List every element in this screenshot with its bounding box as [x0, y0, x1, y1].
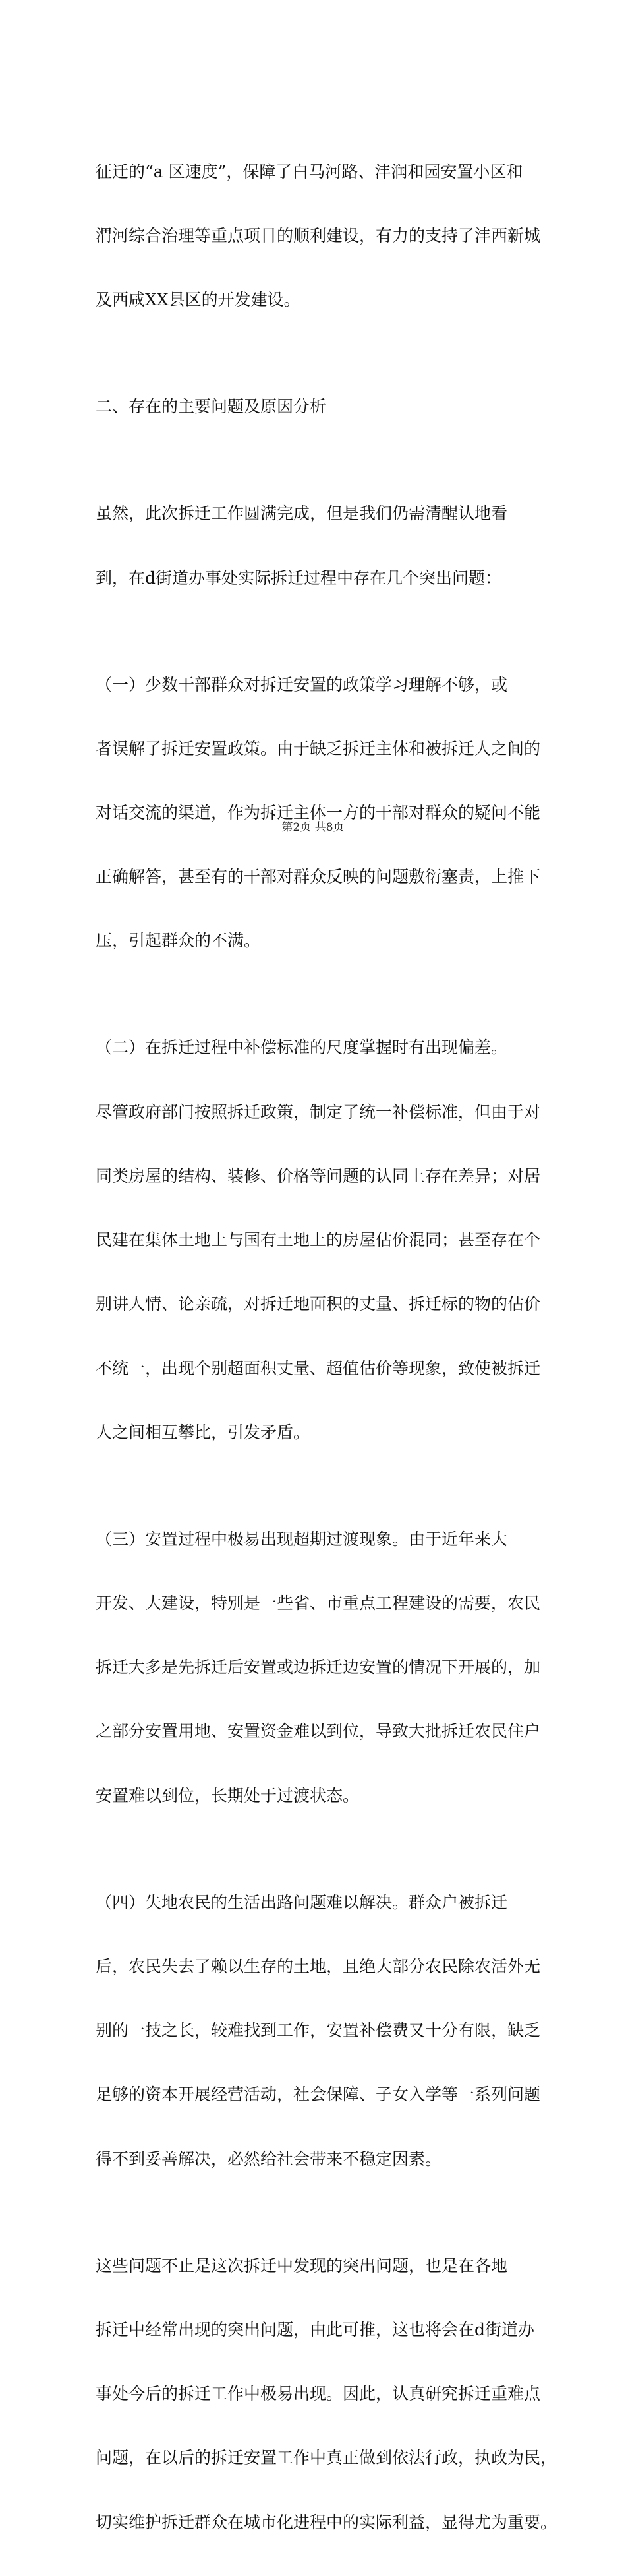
paragraph-issue-4: [96, 1849, 550, 2213]
text-line: 开发、大建设，特别是一些省、市重点工程建设的需要，农民: [96, 1594, 541, 1613]
text-line: 之部分安置用地、安置资金难以到位，导致大批拆迁农民住户: [96, 1722, 541, 1741]
text-line: 征迁的“a 区速度”，保障了白马河路、沣润和园安置小区和: [96, 162, 523, 181]
document-body: [96, 119, 557, 2576]
text-line: 问题，在以后的拆迁安置工作中真正做到依法行政，执政为民，: [96, 2448, 557, 2468]
paragraph-conclusion: [96, 2213, 557, 2576]
text-line: 事处今后的拆迁工作中极易出现。因此，认真研究拆迁重难点: [96, 2384, 541, 2404]
text-line: 同类房屋的结构、装修、价格等问题的认同上存在差异；对居: [96, 1166, 541, 1185]
paragraph-intro-continued: [96, 119, 550, 353]
paragraph-overview: [96, 461, 550, 632]
text-line: 不统一，出现个别超面积丈量、超值估价等现象，致使被拆迁: [96, 1358, 541, 1378]
text-line: 拆迁大多是先拆迁后安置或边拆迁边安置的情况下开展的，加: [96, 1658, 541, 1677]
text-line: （二）在拆迁过程中补偿标准的尺度掌握时有出现偏差。: [96, 1038, 508, 1058]
paragraph-issue-2: [96, 995, 550, 1486]
text-line: 虽然，此次拆迁工作圆满完成，但是我们仍需清醒认地看: [96, 504, 508, 524]
text-line: （一）少数干部群众对拆迁安置的政策学习理解不够，或: [96, 674, 508, 694]
text-line: 正确解答，甚至有的干部对群众反映的问题敷衍塞责，上推下: [96, 867, 541, 887]
text-line: 别的一技之长，较难找到工作，安置补偿费又十分有限，缺乏: [96, 2021, 541, 2041]
text-line: 这些问题不止是这次拆迁中发现的突出问题，也是在各地: [96, 2256, 508, 2275]
text-line: （四）失地农民的生活出路问题难以解决。群众户被拆迁: [96, 1892, 508, 1912]
text-line: 压，引起群众的不满。: [96, 931, 261, 951]
paragraph-issue-3: [96, 1486, 550, 1849]
text-line: 拆迁中经常出现的突出问题，由此可推，这也将会在d街道办: [96, 2320, 535, 2339]
text-line: 别讲人情、论亲疏，对拆迁地面积的丈量、拆迁标的物的估价: [96, 1294, 541, 1314]
text-line: 及西咸XX县区的开发建设。: [96, 290, 300, 310]
text-line: 人之间相互攀比，引发矛盾。: [96, 1422, 310, 1442]
text-line: 切实维护拆迁群众在城市化进程中的实际利益，显得尤为重要。: [96, 2512, 557, 2532]
heading-line: 二、存在的主要问题及原因分析: [96, 397, 327, 417]
text-line: 对话交流的渠道，作为拆迁主体一方的干部对群众的疑问不能: [96, 803, 541, 822]
text-line: 安置难以到位，长期处于过渡状态。: [96, 1785, 360, 1805]
text-line: 后，农民失去了赖以生存的土地，且绝大部分农民除农活外无: [96, 1956, 541, 1976]
paragraph-issue-1: [96, 632, 550, 995]
page-number-footer: 第2页 共8页: [281, 821, 345, 834]
text-line: 民建在集体土地上与国有土地上的房屋估价混同；甚至存在个: [96, 1230, 541, 1250]
text-line: 者误解了拆迁安置政策。由于缺乏拆迁主体和被拆迁人之间的: [96, 738, 541, 758]
text-line: 到，在d街道办事处实际拆迁过程中存在几个突出问题：: [96, 568, 502, 587]
text-line: 足够的资本开展经营活动，社会保障、子女入学等一系列问题: [96, 2085, 541, 2105]
text-line: 尽管政府部门按照拆迁政策，制定了统一补偿标准，但由于对: [96, 1102, 541, 1122]
text-line: 渭河综合治理等重点项目的顺利建设，有力的支持了沣西新城: [96, 226, 541, 246]
text-line: （三）安置过程中极易出现超期过渡现象。由于近年来大: [96, 1529, 508, 1549]
section-heading: [96, 353, 550, 460]
text-line: 得不到妥善解决，必然给社会带来不稳定因素。: [96, 2149, 442, 2169]
